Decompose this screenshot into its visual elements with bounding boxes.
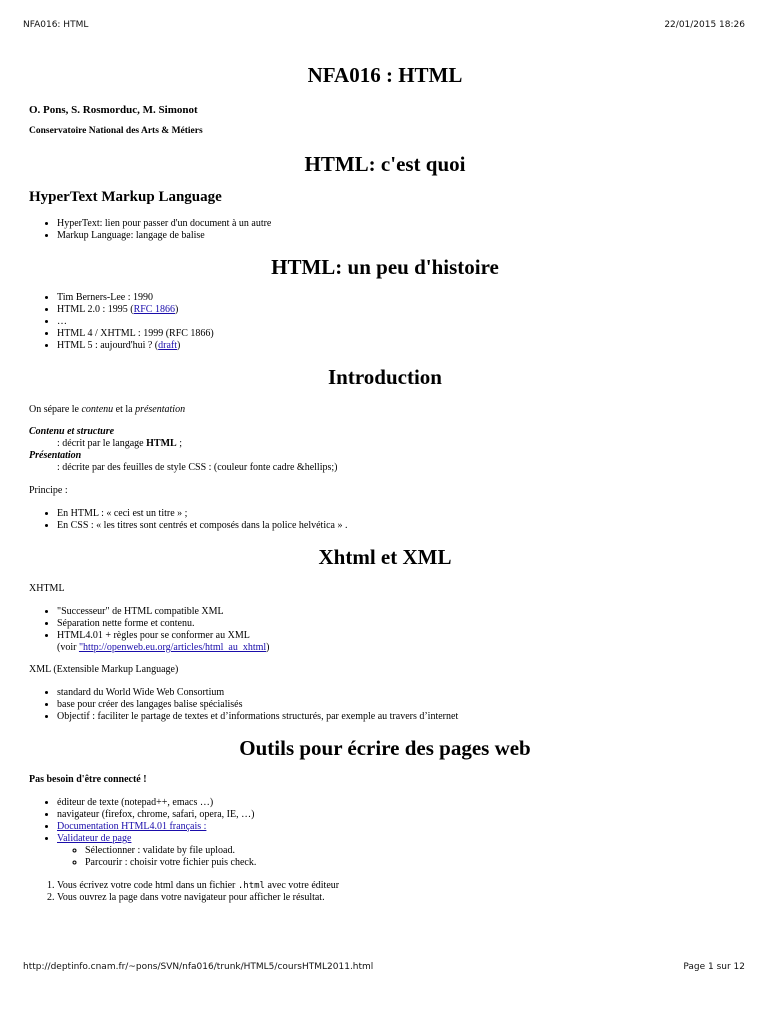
openweb-link[interactable]: "http://openweb.eu.org/articles/html_au_xhtml	[78, 642, 267, 653]
list-item-text: )	[174, 304, 179, 315]
intro-paragraph	[29, 404, 741, 416]
definition-presentation: : décrite par des feuilles de style CSS : (couleur fonte cadre &hellips;)	[57, 462, 338, 473]
authors: O. Pons, S. Rosmorduc, M. Simonot	[29, 104, 198, 116]
print-footer-page-number: Page 1 sur 12	[683, 962, 745, 972]
steps-list	[29, 880, 741, 904]
step-text: Vous écrivez votre code html dans un fichier	[57, 880, 238, 891]
sub-list-item: ◦ Parcourir : choisir votre fichier puis check.	[85, 857, 741, 869]
definition-text-html: HTML	[146, 438, 177, 449]
xhtml-label: XHTML	[29, 583, 65, 594]
list-item: • …	[57, 316, 741, 328]
list-item: • Objectif : faciliter le partage de textes et d’informations structurés, par exemple au travers d’internet	[57, 711, 741, 723]
list-histoire	[29, 292, 741, 352]
list-outils	[29, 797, 741, 869]
definition-contenu	[57, 438, 741, 450]
list-item: • base pour créer des langages balise spécialisés	[57, 699, 741, 711]
print-footer-url: http://deptinfo.cnam.fr/~pons/SVN/nfa016/trunk/HTML5/coursHTML2011.html	[23, 962, 374, 972]
section-heading-xhtml-xml: Xhtml et XML	[318, 545, 452, 569]
list-item-text: (voir	[57, 642, 79, 653]
xml-label: XML (Extensible Markup Language)	[29, 664, 179, 675]
subheading-hypertext: HyperText Markup Language	[29, 189, 222, 205]
section-heading-html-cest-quoi: HTML: c'est quoi	[304, 152, 466, 176]
list-xml	[29, 687, 741, 723]
list-item: • En HTML : « ceci est un titre » ;	[57, 508, 741, 520]
document-content	[29, 62, 741, 904]
list-item-text: HTML 2.0 : 1995 (	[57, 304, 134, 315]
list-item	[57, 630, 741, 654]
list-item	[57, 833, 741, 869]
validateur-link[interactable]: Validateur de page	[57, 833, 132, 844]
list-item: • éditeur de texte (notepad++, emacs …)	[57, 797, 741, 809]
print-header-title: NFA016: HTML	[23, 20, 89, 30]
definition-text: : décrit par le langage	[57, 438, 147, 449]
intro-text: et la	[113, 404, 136, 415]
list-item-text: HTML 5 : aujourd'hui ? (	[57, 340, 159, 351]
list-item	[57, 821, 741, 833]
list-item-text: )	[266, 642, 270, 653]
list-item: • navigateur (firefox, chrome, safari, opera, IE, …)	[57, 809, 741, 821]
term-presentation: Présentation	[29, 450, 82, 461]
definition-text: ;	[176, 438, 182, 449]
list-item: • Tim Berners-Lee : 1990	[57, 292, 741, 304]
step-text: avec votre éditeur	[264, 880, 340, 891]
sub-list-item: ◦ Sélectionner : validate by file upload.	[85, 845, 741, 857]
list-principe	[29, 508, 741, 532]
documentation-link[interactable]: Documentation HTML4.01 français :	[57, 821, 207, 832]
principe-label: Principe :	[29, 485, 68, 496]
institution: Conservatoire National des Arts & Métiers	[29, 126, 203, 136]
rfc1866-link[interactable]: RFC 1866	[133, 304, 175, 315]
definition-list	[29, 426, 741, 474]
list-item: • Séparation nette forme et contenu.	[57, 618, 741, 630]
list-item-text: )	[177, 340, 181, 351]
list-item: • standard du World Wide Web Consortium	[57, 687, 741, 699]
intro-text-contenu: contenu	[81, 404, 114, 415]
list-html-definition	[29, 218, 741, 242]
section-heading-introduction: Introduction	[328, 365, 442, 389]
list-item-text: HTML4.01 + règles pour se conformer au XML	[57, 630, 250, 641]
code-filename: .html	[237, 881, 265, 891]
term-contenu: Contenu et structure	[29, 426, 115, 437]
list-item: • HyperText: lien pour passer d'un document à un autre	[57, 218, 741, 230]
list-item	[57, 304, 741, 316]
print-header-datetime: 22/01/2015 18:26	[664, 20, 745, 30]
list-item: • En CSS : « les titres sont centrés et composés dans la police helvética » .	[57, 520, 741, 532]
list-item	[57, 340, 741, 352]
page-title: NFA016 : HTML	[307, 63, 463, 87]
intro-text: On sépare le	[29, 404, 82, 415]
section-heading-outils: Outils pour écrire des pages web	[239, 736, 531, 760]
note-pas-besoin: Pas besoin d'être connecté !	[29, 774, 147, 785]
list-xhtml	[29, 606, 741, 654]
sublist-validateur	[57, 845, 741, 869]
list-item: • "Successeur" de HTML compatible XML	[57, 606, 741, 618]
step-item	[57, 880, 741, 892]
list-item: • HTML 4 / XHTML : 1999 (RFC 1866)	[57, 328, 741, 340]
section-heading-histoire: HTML: un peu d'histoire	[271, 255, 499, 279]
step-item: 2. Vous ouvrez la page dans votre navigateur pour afficher le résultat.	[57, 892, 741, 904]
intro-text-presentation: présentation	[135, 404, 186, 415]
list-item: • Markup Language: langage de balise	[57, 230, 741, 242]
draft-link[interactable]: draft	[158, 340, 178, 351]
